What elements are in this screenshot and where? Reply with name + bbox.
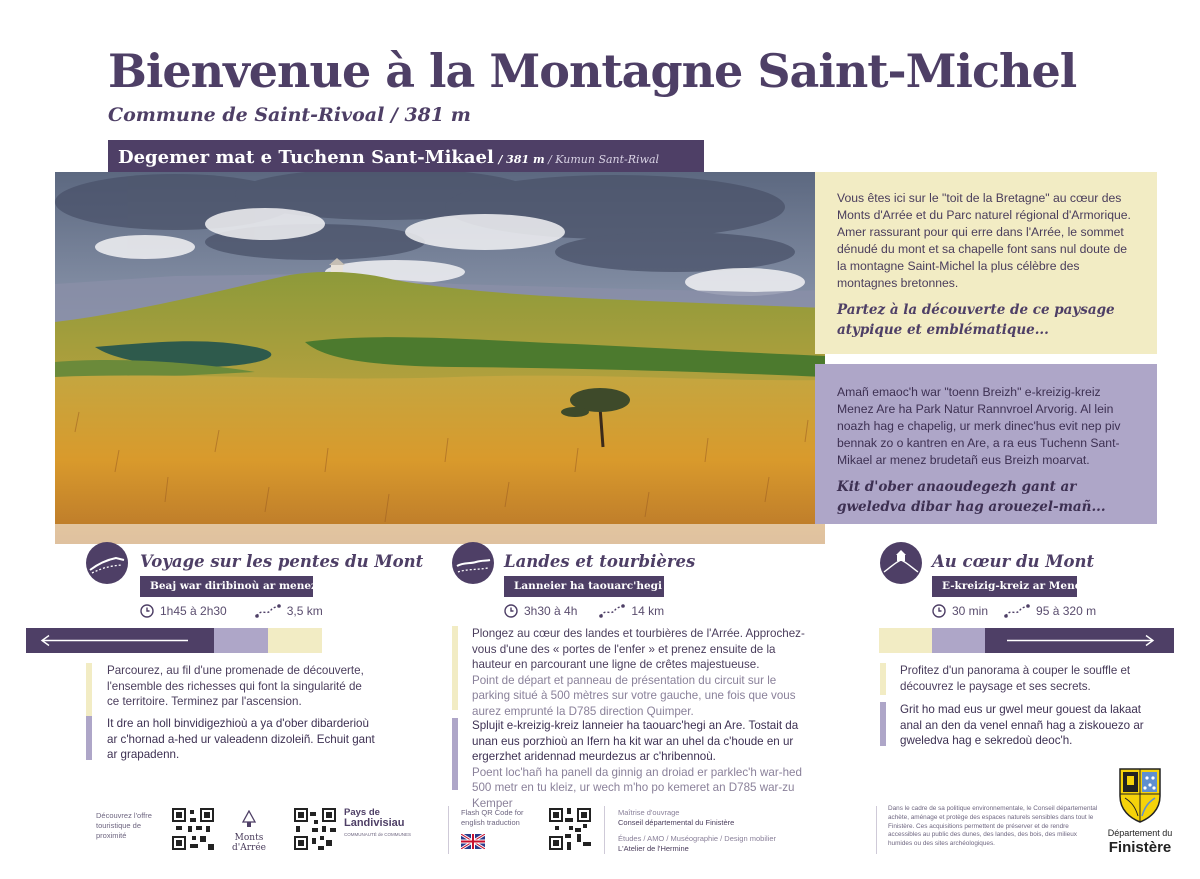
moorland-icon bbox=[452, 542, 494, 584]
route-2-french-block bbox=[472, 626, 817, 719]
path-distance-icon bbox=[599, 604, 625, 618]
uk-flag-icon[interactable] bbox=[461, 834, 485, 849]
route-3-stats bbox=[932, 604, 1096, 618]
mountain-slope-icon bbox=[86, 542, 128, 584]
intro-french-panel bbox=[815, 172, 1157, 354]
route-3-breton-marker bbox=[880, 702, 886, 746]
credits-line-2: Conseil départemental du Finistère bbox=[618, 818, 735, 827]
footer-discover-text: Découvrez l'offre touristique de proximité bbox=[96, 811, 152, 840]
intro-french-tagline: Partez à la découverte de ce paysage atypique et emblématique... bbox=[837, 302, 1115, 338]
route-1-subtitle: Beaj war diribinoù ar menez bbox=[140, 576, 313, 597]
route-2-breton-block bbox=[472, 718, 817, 811]
breton-title: Degemer mat e Tuchenn Sant-Mikael bbox=[118, 147, 494, 168]
route-3-direction-bar bbox=[879, 628, 1174, 653]
chapel-summit-icon bbox=[880, 542, 922, 584]
footer-divider bbox=[448, 806, 449, 854]
path-distance-icon bbox=[1004, 604, 1030, 618]
arrow-right-icon bbox=[1005, 634, 1155, 647]
finistere-label: Finistère bbox=[1108, 839, 1172, 856]
breton-altitude: / 381 m bbox=[498, 153, 545, 166]
departement-label: Département du bbox=[1107, 828, 1173, 838]
route-3-title: Au cœur du Mont bbox=[932, 552, 1095, 571]
pays-landivisiau-logo bbox=[344, 807, 412, 840]
qr-code-icon[interactable] bbox=[172, 808, 214, 850]
breton-commune: / Kumun Sant-Riwal bbox=[548, 153, 660, 166]
route-3-french-text: Profitez d'un panorama à couper le souffle et découvrez le paysage et ses secrets. bbox=[900, 664, 1131, 693]
footer-divider bbox=[604, 806, 605, 854]
route-1-stats bbox=[140, 604, 323, 618]
route-1-direction-bar bbox=[26, 628, 322, 653]
monts-arree-logo bbox=[220, 810, 278, 853]
credits-line-4: L'Atelier de l'Hermine bbox=[618, 844, 689, 853]
route-2-french-text: Plongez au cœur des landes et tourbières de l'Arrée. Approchez-vous d'une des « portes de l'enfer » et prenez ensuite de la hauteur en parcourant une ligne de crêtes majestueuse. bbox=[472, 627, 805, 671]
page-subtitle: Commune de Saint-Rivoal / 381 m bbox=[108, 104, 471, 126]
clock-icon bbox=[504, 604, 518, 618]
route-1-title: Voyage sur les pentes du Mont bbox=[140, 552, 424, 571]
credits-line-1: Maîtrise d'ouvrage bbox=[618, 808, 680, 817]
qr-code-icon[interactable] bbox=[294, 808, 336, 850]
route-2-stats bbox=[504, 604, 664, 618]
monts-arree-logo-icon bbox=[239, 810, 259, 828]
footer-divider bbox=[876, 806, 877, 854]
arrow-left-icon bbox=[40, 634, 190, 647]
route-2-french-note: Point de départ et panneau de présentation du circuit sur le parking situé à 500 mètres sur votre gauche, une fois que vous aurez emprunté la D785 direction Quimper. bbox=[472, 673, 796, 718]
route-3-french-marker bbox=[880, 663, 886, 695]
footer-legal-text: Dans le cadre de sa politique environnementale, le Conseil départemental achète, aménage et protège des espaces naturels sensibles dans tout le Finistère. Ces acquisitions permettent de préserver et de rendre accessibles au public des dunes, des landes, des bois, des milieux humides ou des sites archéologiques. bbox=[888, 805, 1098, 848]
page-title: Bienvenue à la Montagne Saint-Michel bbox=[108, 44, 1077, 98]
intro-breton-tagline: Kit d'ober anaoudegezh gant ar gweledva dibar hag arouezel-mañ... bbox=[837, 479, 1106, 515]
intro-french-text: Vous êtes ici sur le "toit de la Bretagne" au cœur des Monts d'Arrée et du Parc naturel régional d'Armorique. Amer rassurant pour qui erre dans l'Arrée, le sommet dénudé du mont et sa chapelle font sans nul doute de la montagne Saint-Michel la plus célèbre des montagnes bretonnes. bbox=[837, 191, 1131, 290]
route-3-breton-text: Grit ho mad eus ur gwel meur gouest da lakaat anal an den da venel ennañ hag a ziskouezo ar gweledva hag e sekredoù deoc'h. bbox=[900, 703, 1144, 747]
intro-breton-panel bbox=[815, 364, 1157, 524]
route-1-breton-marker bbox=[86, 716, 92, 760]
route-2-breton-note: Poent loc'hañ ha panell da ginnig an droiad er parklec'h war-hed 500 metr en tu kleiz, ur wech m'ho po kemeret an D785 war-zu Kemper bbox=[472, 765, 802, 810]
route-3-distance: 95 à 320 m bbox=[1036, 604, 1097, 618]
finistere-crest-icon bbox=[1117, 766, 1163, 824]
route-1-duration: 1h45 à 2h30 bbox=[160, 604, 227, 618]
route-1-distance: 3,5 km bbox=[286, 604, 323, 618]
route-3-duration: 30 min bbox=[952, 604, 989, 618]
intro-breton-text: Amañ emaoc'h war "toenn Breizh" e-kreizig-kreiz Menez Are ha Park Natur Rannvroel Arvorig. Al lein noazh hag e chapelig, ur merk dinec'hus evit nep piv bennak zo o kantren en Are, a ra eus Tuchenn Sant-Mikael ar menez brudetañ eus Breizh moarvat. bbox=[837, 385, 1121, 467]
credits-line-3: Études / AMO / Muséographie / Design mobilier bbox=[618, 834, 776, 843]
footer-english-qr-text: Flash QR Code for english traduction bbox=[461, 808, 524, 827]
route-1-breton-text: It dre an holl binvidigezhioù a ya d'ober dibarderioù ar c'hornad a-hed ur valeadenn dizoleiñ. Echuit gant ar grapadenn. bbox=[107, 717, 375, 761]
clock-icon bbox=[932, 604, 946, 618]
route-2-duration: 3h30 à 4h bbox=[524, 604, 578, 618]
path-distance-icon bbox=[255, 604, 281, 618]
route-1-french-text: Parcourez, au fil d'une promenade de découverte, l'ensemble des richesses qui font la singularité de ce territoire. Terminez par l'ascension. bbox=[107, 664, 364, 708]
route-2-french-marker bbox=[452, 626, 458, 710]
route-1-french-marker bbox=[86, 663, 92, 719]
pays-landivisiau-line-3: COMMUNAUTÉ de COMMUNES bbox=[344, 832, 412, 837]
landscape-illustration bbox=[55, 172, 825, 544]
route-2-subtitle: Lanneier ha taouarc'hegi bbox=[504, 576, 664, 597]
route-2-breton-marker bbox=[452, 718, 458, 790]
departement-logo bbox=[1096, 827, 1184, 856]
clock-icon bbox=[140, 604, 154, 618]
footer-credits bbox=[618, 808, 808, 854]
route-2-distance: 14 km bbox=[631, 604, 665, 618]
route-2-title: Landes et tourbières bbox=[504, 552, 696, 571]
qr-code-icon[interactable] bbox=[549, 808, 591, 850]
pays-landivisiau-line-1: Pays de bbox=[344, 807, 380, 818]
route-3-subtitle: E-kreizig-kreiz ar Menez bbox=[932, 576, 1077, 597]
monts-arree-label: Monts d'Arrée bbox=[232, 833, 266, 853]
route-2-breton-text: Splujit e-kreizig-kreiz lanneier ha taouarc'hegi an Are. Tostait da unan eus porzhioù an Ifern ha kit war an uhel da c'houde en ur ergerzhet aridennad meurdezus ar c'hribennoù. bbox=[472, 719, 799, 763]
pays-landivisiau-line-2: Landivisiau bbox=[344, 817, 405, 829]
